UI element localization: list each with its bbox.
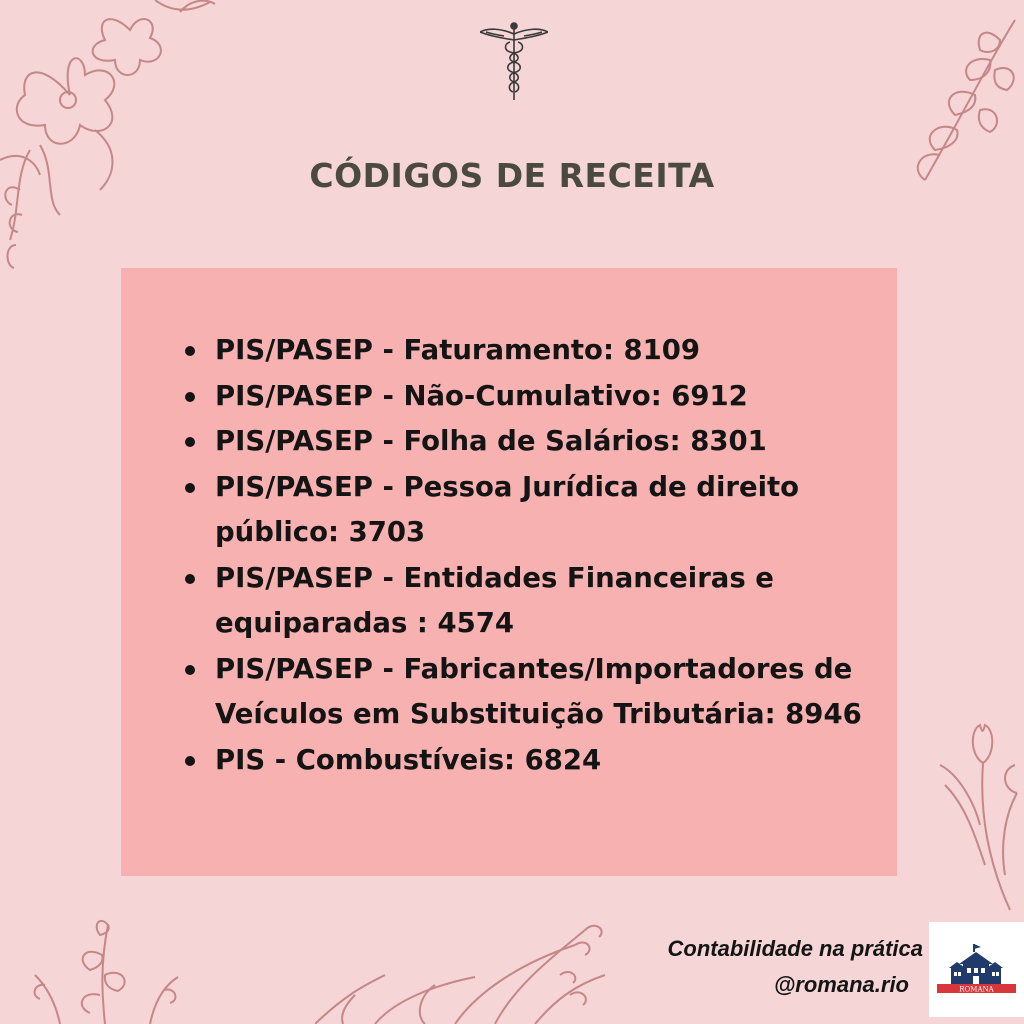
list-item: PIS/PASEP - Entidades Financeiras e equiparadas : 4574 bbox=[215, 556, 875, 647]
list-item: PIS/PASEP - Não-Cumulativo: 6912 bbox=[215, 374, 875, 420]
list-item: PIS/PASEP - Faturamento: 8109 bbox=[215, 328, 875, 374]
floral-decoration-bottom-center bbox=[315, 915, 615, 1024]
page-title: CÓDIGOS DE RECEITA bbox=[309, 156, 715, 195]
logo-text: ROMANA bbox=[959, 985, 994, 994]
footer-tagline: Contabilidade na prática bbox=[667, 936, 923, 961]
romana-logo bbox=[929, 922, 1024, 1017]
footer-handle: @romana.rio bbox=[773, 972, 909, 997]
revenue-code-list bbox=[215, 328, 875, 783]
list-item: PIS/PASEP - Folha de Salários: 8301 bbox=[215, 419, 875, 465]
tulip-decoration-right bbox=[935, 715, 1024, 915]
floral-decoration-bottom-left bbox=[30, 915, 180, 1024]
list-item: PIS/PASEP - Fabricantes/Importadores de Veículos em Substituição Tributária: 8946 bbox=[215, 647, 875, 738]
caduceus-icon bbox=[480, 20, 548, 102]
school-building-icon bbox=[929, 922, 1024, 1017]
floral-decoration-top-left bbox=[0, 0, 220, 290]
content-card bbox=[121, 268, 897, 876]
list-item: PIS/PASEP - Pessoa Jurídica de direito público: 3703 bbox=[215, 465, 875, 556]
list-item: PIS - Combustíveis: 6824 bbox=[215, 738, 875, 784]
